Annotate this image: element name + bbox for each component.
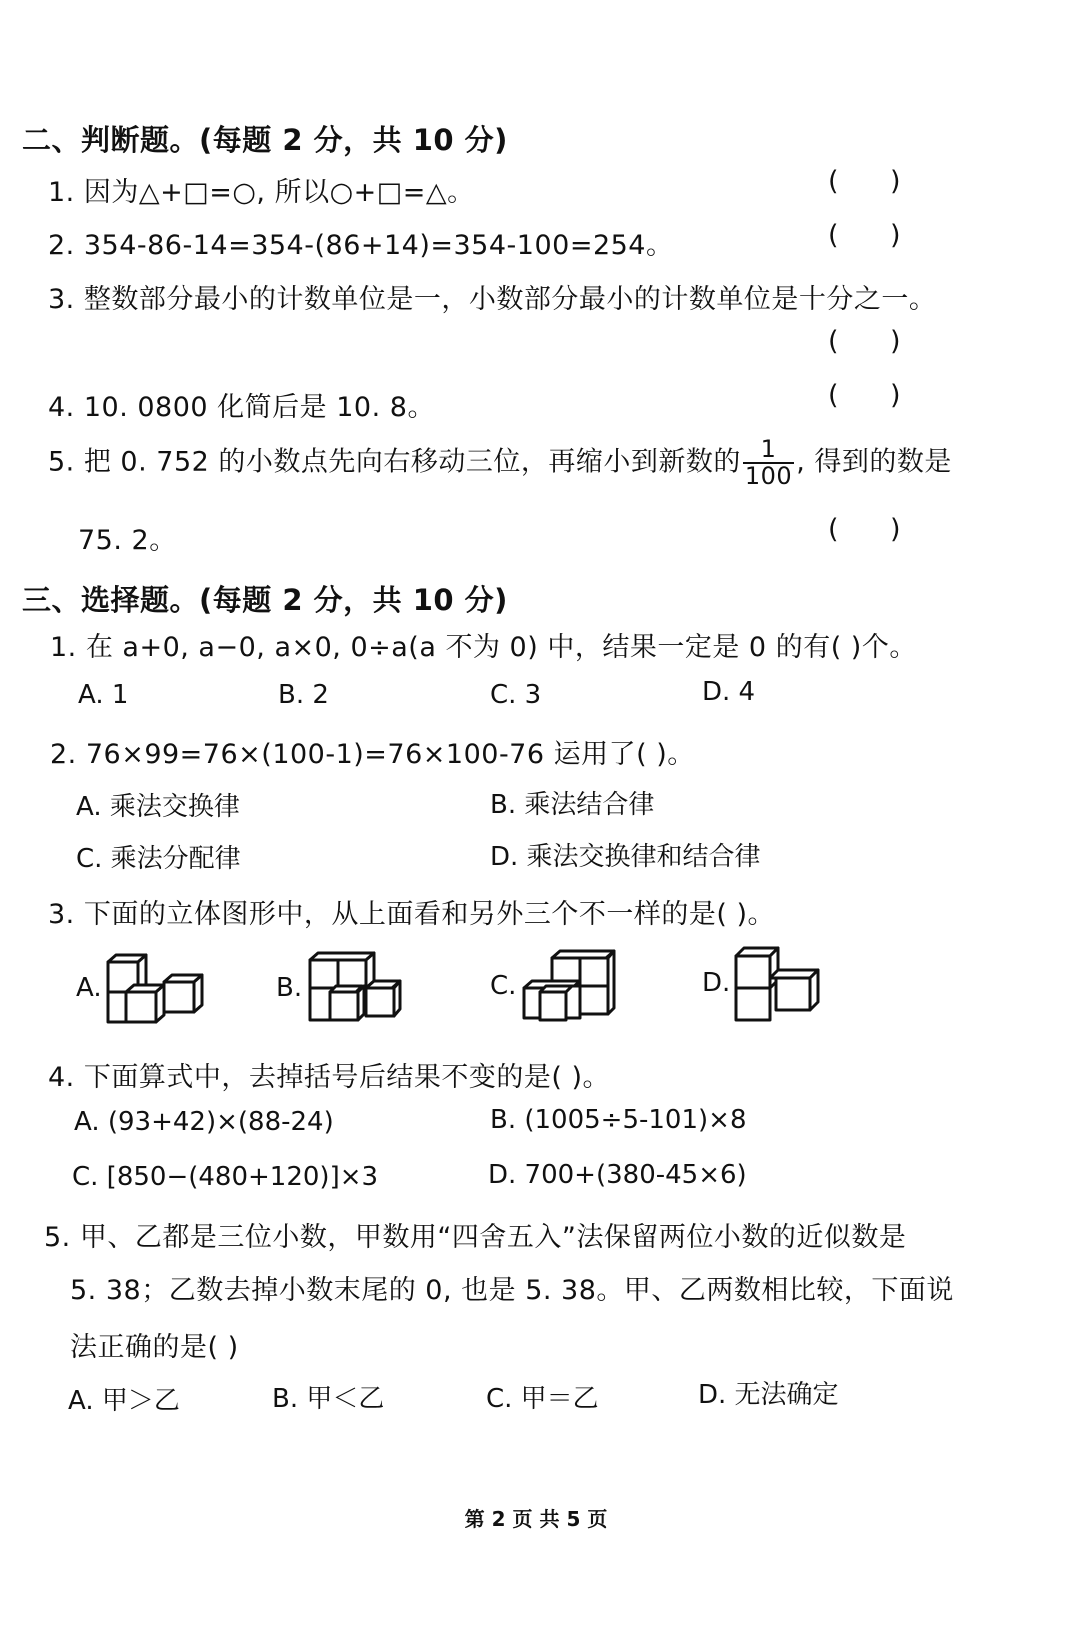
judge-q4: 4. 10. 0800 化简后是 10. 8。	[48, 392, 435, 423]
cube-figure-c[interactable]	[518, 948, 620, 1026]
judge-q5	[48, 437, 952, 489]
section3-heading: 三、选择题。(每题 2 分，共 10 分)	[22, 583, 508, 617]
fraction-one-hundredth	[743, 437, 794, 489]
choice-q5-option-a[interactable]: A. 甲＞乙	[68, 1386, 180, 1416]
judge-q1-answer-blank[interactable]: ( )	[828, 166, 901, 197]
choice-q3-option-a-label[interactable]: A.	[76, 973, 102, 1003]
choice-q2-option-c[interactable]: C. 乘法分配律	[76, 844, 241, 874]
cube-figure-d[interactable]	[730, 944, 826, 1024]
choice-q2: 2. 76×99=76×(100-1)=76×100-76 运用了( )。	[50, 739, 695, 770]
judge-q5-continued: 75. 2。	[78, 525, 177, 556]
choice-q4: 4. 下面算式中，去掉括号后结果不变的是( )。	[48, 1062, 610, 1093]
choice-q1-option-d[interactable]: D. 4	[702, 677, 756, 707]
judge-q3-answer-blank[interactable]: ( )	[828, 326, 901, 357]
judge-q5-answer-blank[interactable]: ( )	[828, 514, 901, 545]
choice-q2-option-a[interactable]: A. 乘法交换律	[76, 792, 240, 822]
choice-q3: 3. 下面的立体图形中，从上面看和另外三个不一样的是( )。	[48, 899, 775, 930]
fraction-numerator: 1	[743, 437, 794, 464]
choice-q4-option-c[interactable]: C. [850−(480+120)]×3	[72, 1162, 379, 1192]
choice-q5-line2: 5. 38；乙数去掉小数末尾的 0, 也是 5. 38。甲、乙两数相比较，下面说	[70, 1275, 954, 1306]
choice-q1-option-a[interactable]: A. 1	[78, 680, 129, 710]
page-footer: 第 2 页 共 5 页	[464, 1507, 608, 1531]
choice-q3-option-d-label[interactable]: D.	[702, 968, 731, 998]
choice-q1-option-b[interactable]: B. 2	[278, 680, 329, 710]
choice-q5: 5. 甲、乙都是三位小数，甲数用“四舍五入”法保留两位小数的近似数是	[44, 1222, 907, 1253]
choice-q2-option-d[interactable]: D. 乘法交换律和结合律	[490, 842, 761, 872]
cube-figure-b[interactable]	[306, 950, 406, 1026]
choice-q3-option-c-label[interactable]: C.	[490, 971, 517, 1001]
judge-q2: 2. 354-86-14=354-(86+14)=354-100=254。	[48, 230, 674, 261]
choice-q4-option-d[interactable]: D. 700+(380-45×6)	[488, 1160, 747, 1190]
choice-q4-option-a[interactable]: A. (93+42)×(88-24)	[74, 1107, 334, 1137]
choice-q5-option-d[interactable]: D. 无法确定	[698, 1380, 839, 1410]
judge-q1: 1. 因为△+□=○, 所以○+□=△。	[48, 177, 475, 208]
judge-q2-answer-blank[interactable]: ( )	[828, 220, 901, 251]
choice-q5-option-c[interactable]: C. 甲＝乙	[486, 1384, 599, 1414]
judge-q3: 3. 整数部分最小的计数单位是一，小数部分最小的计数单位是十分之一。	[48, 284, 937, 315]
choice-q1-option-c[interactable]: C. 3	[490, 680, 542, 710]
fraction-denominator: 100	[744, 462, 793, 491]
choice-q2-option-b[interactable]: B. 乘法结合律	[490, 790, 655, 820]
cube-figure-a[interactable]	[104, 952, 208, 1026]
section2-heading: 二、判断题。(每题 2 分，共 10 分)	[22, 123, 508, 157]
choice-q3-option-b-label[interactable]: B.	[276, 973, 303, 1003]
judge-q5-text-b: , 得到的数是	[796, 446, 952, 478]
choice-q1: 1. 在 a+0, a−0, a×0, 0÷a(a 不为 0) 中，结果一定是 0 的有( )个。	[50, 632, 917, 663]
choice-q4-option-b[interactable]: B. (1005÷5-101)×8	[490, 1105, 747, 1135]
choice-q5-option-b[interactable]: B. 甲＜乙	[272, 1384, 385, 1414]
judge-q5-text-a: 5. 把 0. 752 的小数点先向右移动三位，再缩小到新数的	[48, 446, 741, 478]
judge-q4-answer-blank[interactable]: ( )	[828, 380, 901, 411]
choice-q5-line3: 法正确的是( )	[70, 1332, 239, 1363]
